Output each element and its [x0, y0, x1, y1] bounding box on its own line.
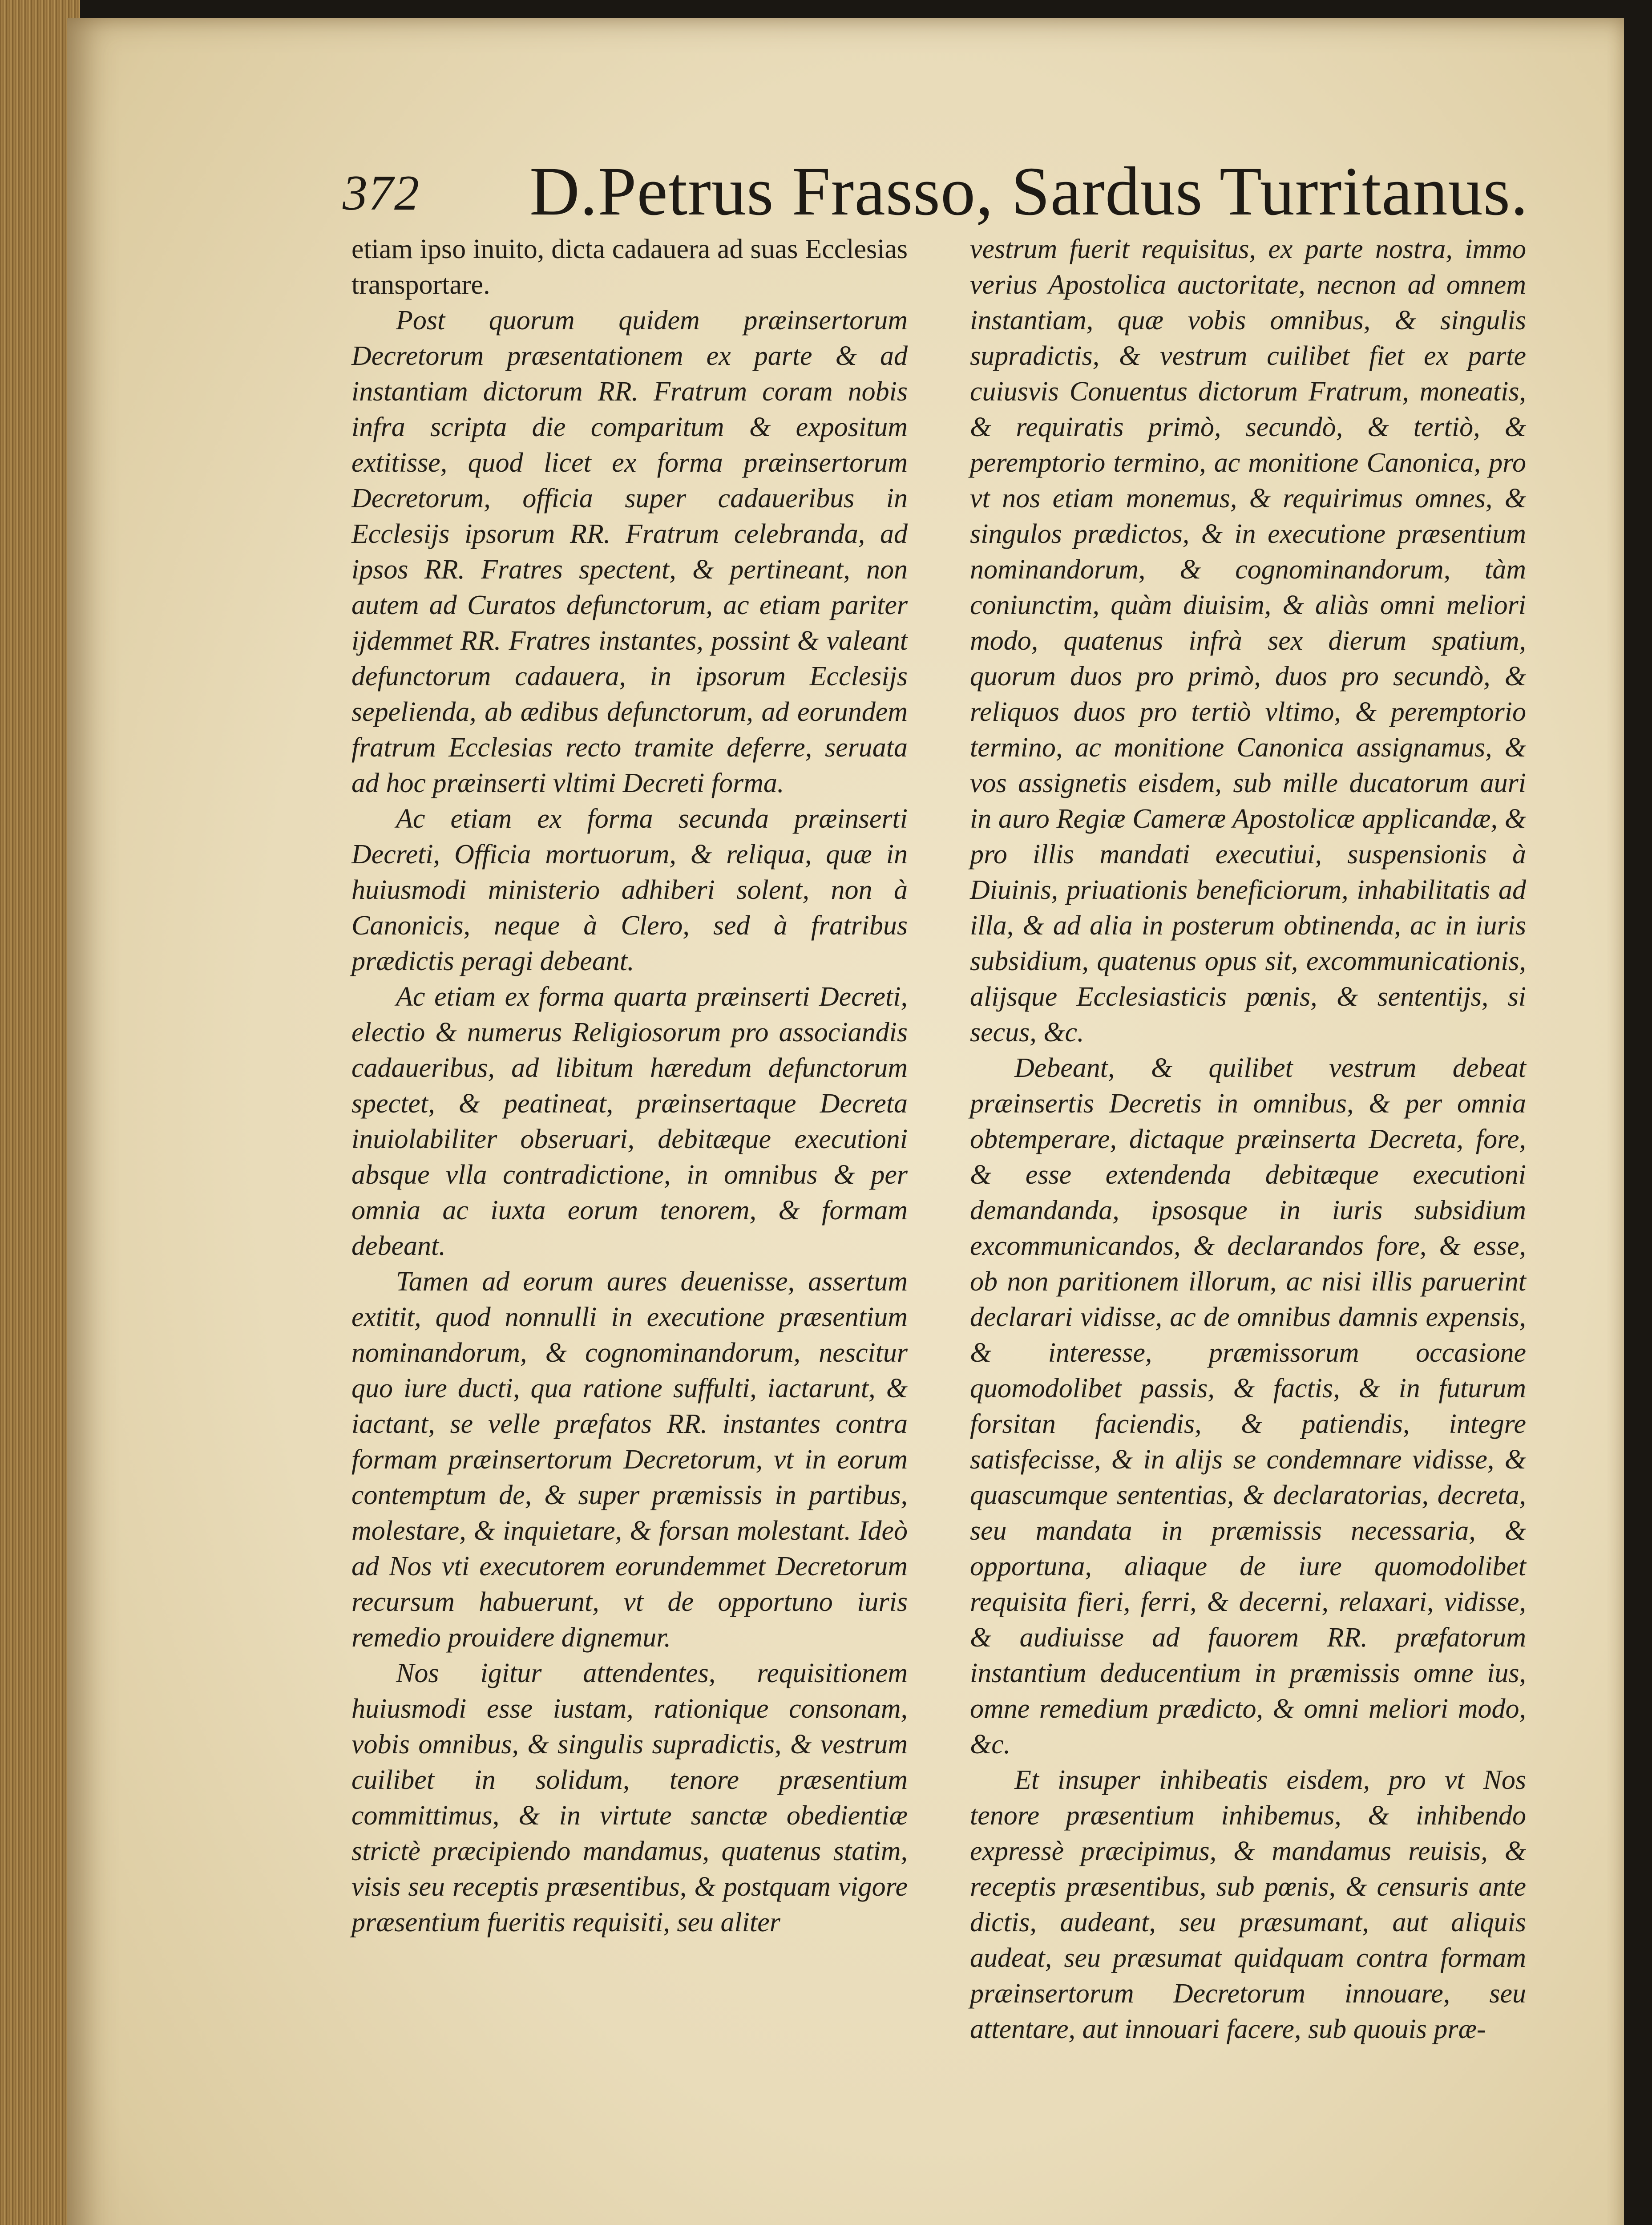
paragraph: Post quorum quidem præinsertorum Decretorum præsentationem ex parte & ad instantiam dictorum RR. Fratrum coram nobis infra scripta die comparitum & expositum extitisse, quod licet ex forma præinsertorum Decretorum, officia super cadaueribus in Ecclesijs ipsorum RR. Fratrum celebranda, ad ipsos RR. Fratres spectent, & pertineant, non autem ad Curatos defunctorum, ac etiam pariter ijdemmet RR. Fratres instantes, possint & valeant defunctorum cadauera, in ipsorum Ecclesijs sepelienda, ab ædibus defunctorum, ad eorundem fratrum Ecclesias recto tramite deferre, seruata ad hoc præinserti vltimi Decreti forma.	[351, 305, 908, 798]
page-header	[343, 147, 1544, 236]
paragraph: Ac etiam ex forma quarta præinserti Decreti, electio & numerus Religiosorum pro associandis cadaueribus, ad libitum hæredum defunctorum spectet, & peatineat, præinsertaque Decreta inuiolabiliter obseruari, debitæque executioni absque vlla contradictione, in omnibus & per omnia ac iuxta eorum tenorem, & formam debeant.	[351, 982, 908, 1261]
page-number: 372	[343, 166, 420, 221]
paragraph: Tamen ad eorum aures deuenisse, assertum extitit, quod nonnulli in executione præsentium nominandorum, & cognominandorum, nescitur quo iure ducti, qua ratione suffulti, iactarunt, & iactant, se velle præfatos RR. instantes contra formam præinsertorum Decretorum, vt in eorum contemptum de, & super præmissis in partibus, molestare, & inquietare, & forsan molestant. Ideò ad Nos vti executorem eorundemmet Decretorum recursum habuerunt, vt de opportuno iuris remedio prouidere dignemur.	[351, 1266, 908, 1653]
left-text-column	[351, 231, 908, 1940]
paragraph: Et insuper inhibeatis eisdem, pro vt Nos tenore præsentium inhibemus, & inhibendo expressè præcipimus, & mandamus reuisis, & receptis præsentibus, sub pœnis, & censuris ante dictis, audeant, seu præsumant, aut aliquis audeat, seu præsumat quidquam contra formam præinsertorum Decretorum innouare, seu attentare, aut innouari facere, sub quouis præ-	[970, 1765, 1526, 2044]
paragraph: etiam ipso inuito, dicta cadauera ad suas Ecclesias transportare.	[351, 234, 908, 300]
right-text-column	[970, 231, 1526, 2047]
paragraph: Ac etiam ex forma secunda præinserti Decreti, Officia mortuorum, & reliqua, quæ in huiusmodi ministerio adhiberi solent, non à Canonicis, neque à Clero, sed à fratribus prædictis peragi debeant.	[351, 804, 908, 976]
paragraph: Debeant, & quilibet vestrum debeat præinsertis Decretis in omnibus, & per omnia obtemperare, dictaque præinserta Decreta, fore, & esse extendenda debitæque executioni demandanda, ipsosque in iuris subsidium excommunicandos, & declarandos fore, & esse, ob non paritionem illorum, ac nisi illis paruerint declarari vidisse, ac de omnibus damnis expensis, & interesse, præmissorum occasione quomodolibet passis, & factis, & in futurum forsitan faciendis, & patiendis, integre satisfecisse, & in alijs se condemnare vidisse, & quascumque sententias, & declaratorias, decreta, seu mandata in præmissis necessaria, & opportuna, aliaque de iure quomodolibet requisita fieri, ferri, & decerni, relaxari, vidisse, & audiuisse ad fauorem RR. præfatorum instantium deducentium in præmissis omne ius, omne remedium prædicto, & omni meliori modo, &c.	[970, 1053, 1526, 1760]
paragraph: vestrum fuerit requisitus, ex parte nostra, immo verius Apostolica auctoritate, necnon ad omnem instantiam, quæ vobis omnibus, & singulis supradictis, & vestrum cuilibet fiet ex parte cuiusvis Conuentus dictorum Fratrum, moneatis, & requiratis primò, secundò, & tertiò, & peremptorio termino, ac monitione Canonica, pro vt nos etiam monemus, & requirimus omnes, & singulos prædictos, & in executione præsentium nominandorum, & cognominandorum, tàm coniunctim, quàm diuisim, & aliàs omni meliori modo, quatenus infrà sex dierum spatium, quorum duos pro primò, duos pro secundò, & reliquos duos pro tertiò vltimo, & peremptorio termino, ac monitione Canonica assignamus, & vos assignetis eisdem, sub mille ducatorum auri in auro Regiæ Cameræ Apostolicæ applicandæ, & pro illis mandati executiui, suspensionis à Diuinis, priuationis beneficiorum, inhabilitatis ad illa, & ad alia in posterum obtinenda, ac in iuris subsidium, quatenus opus sit, excommunicationis, alijsque Ecclesiasticis pœnis, & sententijs, si secus, &c.	[970, 234, 1526, 1048]
paragraph: Nos igitur attendentes, requisitionem huiusmodi esse iustam, rationique consonam, vobis omnibus, & singulis supradictis, & vestrum cuilibet in solidum, tenore præsentium committimus, & in virtute sanctæ obedientiæ strictè præcipiendo mandamus, quatenus statim, visis seu receptis præsentibus, & postquam vigore præsentium fueritis requisiti, seu aliter	[351, 1658, 908, 1938]
running-title: D.Petrus Frasso, Sardus Turritanus.	[529, 153, 1529, 230]
